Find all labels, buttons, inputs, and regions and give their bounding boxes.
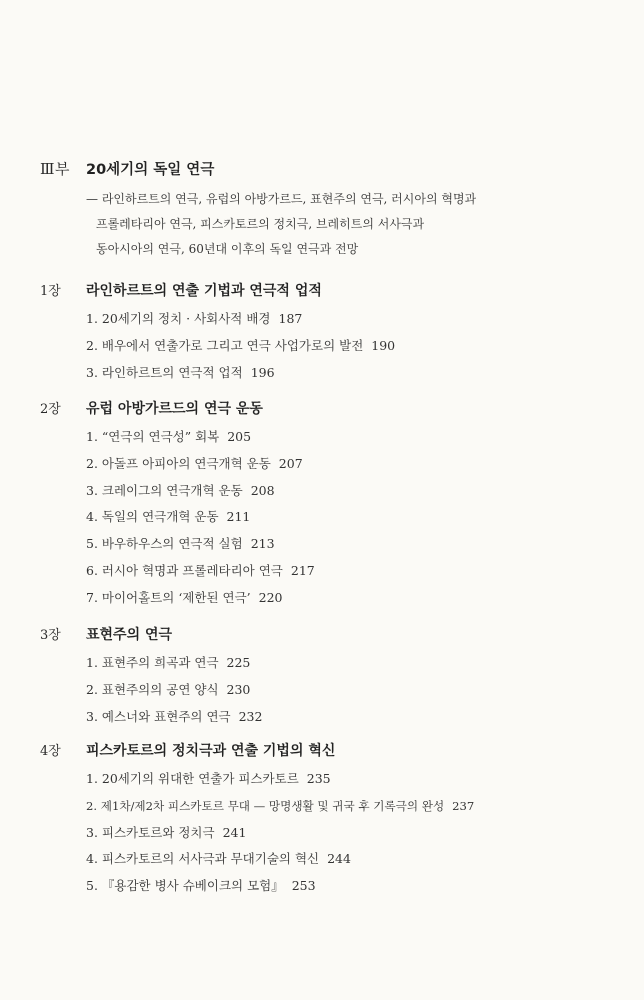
section-page: 237: [452, 798, 475, 813]
part-subtitle: [86, 187, 620, 262]
section-label: 6. 러시아 혁명과 프롤레타리아 연극: [86, 562, 283, 578]
part-title-row: [40, 158, 620, 179]
section-page: 205: [227, 429, 252, 444]
section-page: 207: [278, 455, 303, 471]
section-page: 211: [226, 509, 251, 525]
section-entry[interactable]: [86, 793, 620, 820]
chapter-title-row: [40, 740, 620, 760]
section-list: [86, 306, 620, 386]
section-label: 1. 표현주의 희곡과 연극: [86, 655, 219, 670]
chapter-2: [40, 398, 620, 612]
section-label: 1. 20세기의 정치 · 사회사적 배경: [86, 311, 271, 326]
section-entry[interactable]: [86, 306, 620, 333]
chapter-title-row: [40, 398, 620, 418]
section-page: 217: [290, 562, 315, 578]
chapter-1: [40, 280, 620, 386]
section-entry[interactable]: [86, 846, 620, 873]
section-page: 241: [222, 824, 247, 840]
section-label: 3. 예스너와 표현주의 연극: [86, 708, 231, 724]
section-label: 4. 피스카토르의 서사극과 무대기술의 혁신: [86, 851, 320, 867]
section-entry[interactable]: [86, 478, 620, 505]
section-page: 235: [306, 771, 331, 786]
section-entry[interactable]: [86, 451, 620, 478]
section-list: [86, 766, 620, 900]
section-page: 225: [226, 655, 251, 670]
section-list: [86, 424, 620, 612]
chapter-4: [40, 740, 620, 900]
section-page: 190: [371, 337, 396, 353]
section-label: 5. 바우하우스의 연극적 실험: [86, 536, 243, 552]
section-label: 2. 아돌프 아피아의 연극개혁 운동: [86, 455, 271, 471]
section-label: 5. 『용감한 병사 슈베이크의 모험』: [86, 878, 284, 894]
section-page: 232: [238, 708, 263, 724]
section-label: 2. 제1차/제2차 피스카토르 무대 — 망명생활 및 귀국 후 기록극의 완성: [86, 798, 445, 813]
section-list: [86, 650, 620, 730]
section-page: 253: [291, 878, 316, 894]
part-title: 20세기의 독일 연극: [86, 162, 215, 178]
chapter-title-row: [40, 624, 620, 644]
section-entry[interactable]: [86, 531, 620, 558]
chapter-title: 라인하르트의 연출 기법과 연극적 업적: [86, 283, 322, 299]
section-page: 230: [226, 681, 251, 697]
section-label: 7. 마이어홀트의 ‘제한된 연극’: [86, 589, 251, 605]
chapter-title: 피스카토르의 정치극과 연출 기법의 혁신: [86, 743, 336, 759]
section-label: 3. 라인하르트의 연극적 업적: [86, 364, 243, 380]
section-label: 2. 표현주의의 공연 양식: [86, 681, 219, 697]
section-page: 244: [327, 851, 351, 867]
section-entry[interactable]: [86, 677, 620, 704]
section-label: 3. 피스카토르와 정치극: [86, 824, 215, 840]
section-page: 208: [250, 482, 275, 498]
section-entry[interactable]: [86, 504, 620, 531]
section-entry[interactable]: [86, 558, 620, 585]
section-page: 220: [258, 589, 283, 605]
section-entry[interactable]: [86, 766, 620, 793]
section-page: 196: [250, 364, 275, 380]
section-label: 1. 20세기의 위대한 연출가 피스카토르: [86, 771, 299, 786]
section-label: 2. 배우에서 연출가로 그리고 연극 사업가로의 발전: [86, 337, 364, 353]
chapter-number: 4장: [40, 744, 61, 759]
section-entry[interactable]: [86, 704, 620, 731]
section-label: 1. “연극의 연극성” 회복: [86, 429, 220, 444]
section-entry[interactable]: [86, 585, 620, 612]
chapter-title: 유럽 아방가르드의 연극 운동: [86, 401, 263, 417]
chapter-number: 1장: [40, 284, 61, 299]
part-subtitle-line: 동아시아의 연극, 60년대 이후의 독일 연극과 전망: [96, 242, 359, 256]
section-entry[interactable]: [86, 360, 620, 387]
section-label: 4. 독일의 연극개혁 운동: [86, 509, 219, 525]
chapter-number: 3장: [40, 628, 61, 643]
section-entry[interactable]: [86, 873, 620, 900]
section-page: 187: [278, 311, 303, 326]
chapter-3: [40, 624, 620, 730]
part-subtitle-line: — 라인하르트의 연극, 유럽의 아방가르드, 표현주의 연극, 러시아의 혁명과: [86, 192, 477, 206]
section-entry[interactable]: [86, 650, 620, 677]
section-entry[interactable]: [86, 820, 620, 847]
section-page: 213: [250, 536, 275, 552]
part-number: Ⅲ부: [40, 160, 70, 178]
chapter-title-row: [40, 280, 620, 300]
chapter-title: 표현주의 연극: [86, 627, 173, 643]
chapter-number: 2장: [40, 402, 61, 417]
section-label: 3. 크레이그의 연극개혁 운동: [86, 482, 243, 498]
section-entry[interactable]: [86, 333, 620, 360]
part-heading: [40, 158, 620, 262]
part-subtitle-line: 프롤레타리아 연극, 피스카토르의 정치극, 브레히트의 서사극과: [96, 217, 425, 231]
section-entry[interactable]: [86, 424, 620, 451]
